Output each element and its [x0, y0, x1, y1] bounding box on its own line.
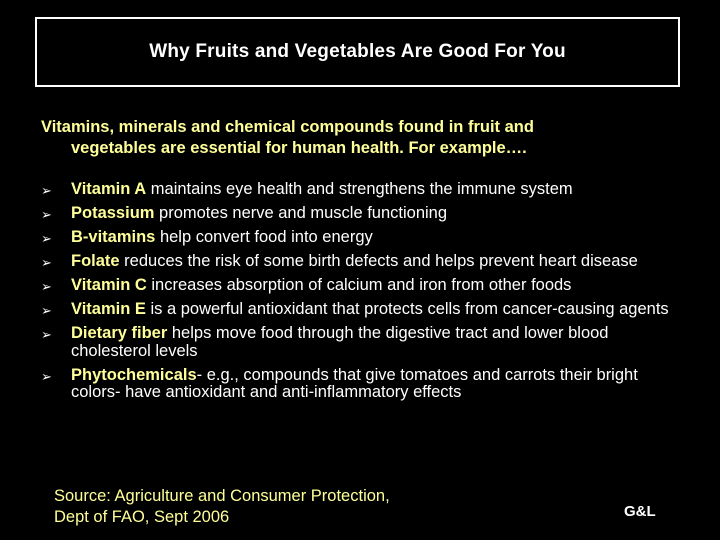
nutrient-term: B-vitamins [71, 228, 156, 246]
nutrient-description: help convert food into energy [155, 228, 373, 246]
title-box [35, 17, 680, 87]
arrow-bullet-icon: ➢ [41, 207, 52, 222]
nutrient-term: Potassium [71, 204, 155, 222]
intro-line-2: vegetables are essential for human health. For example…. [71, 139, 527, 157]
nutrient-description: increases absorption of calcium and iron from other foods [146, 276, 572, 294]
nutrient-description: is a powerful antioxidant that protects cells from cancer-causing agents [145, 300, 669, 318]
nutrient-list [41, 181, 686, 408]
list-item-potassium [41, 205, 686, 223]
source-line-1: Source: Agriculture and Consumer Protection, [54, 487, 390, 505]
nutrient-term: Phytochemicals [71, 365, 197, 384]
arrow-bullet-icon: ➢ [41, 368, 52, 384]
list-item-phytochemicals [41, 367, 686, 402]
arrow-bullet-icon: ➢ [41, 183, 52, 198]
nutrient-description: reduces the risk of some birth defects and helps prevent heart disease [119, 252, 638, 270]
nutrient-term: Dietary fiber [71, 324, 168, 342]
source-citation [54, 486, 390, 528]
list-item-vitamin-c [41, 277, 686, 295]
arrow-bullet-icon: ➢ [41, 279, 52, 294]
source-line-2: Dept of FAO, Sept 2006 [54, 508, 230, 526]
arrow-bullet-icon: ➢ [41, 231, 52, 246]
nutrient-description: helps move food through the digestive tract and lower blood cholesterol levels [71, 324, 609, 360]
nutrient-term: Vitamin A [71, 180, 147, 198]
nutrient-description: maintains eye health and strengthens the immune system [146, 180, 573, 198]
arrow-bullet-icon: ➢ [41, 303, 52, 318]
list-item-b-vitamins [41, 229, 686, 247]
footer-mark: G&L [624, 503, 656, 520]
arrow-bullet-icon: ➢ [41, 327, 52, 342]
arrow-bullet-icon: ➢ [41, 255, 52, 270]
list-item-folate [41, 253, 686, 271]
list-item-dietary-fiber [41, 325, 686, 360]
slide-title: Why Fruits and Vegetables Are Good For You [149, 41, 566, 62]
intro-paragraph [41, 117, 691, 159]
nutrient-description: - e.g., compounds that give tomatoes and carrots their bright colors- have antioxidant and anti-inflammatory effects [71, 365, 638, 401]
list-item-vitamin-e [41, 301, 686, 319]
nutrient-term: Vitamin C [71, 276, 147, 294]
nutrient-term: Folate [71, 252, 120, 270]
nutrient-description: promotes nerve and muscle functioning [154, 204, 448, 222]
intro-line-1: Vitamins, minerals and chemical compounds found in fruit and [41, 118, 534, 136]
nutrient-term: Vitamin E [71, 300, 146, 318]
list-item-vitamin-a [41, 181, 686, 199]
